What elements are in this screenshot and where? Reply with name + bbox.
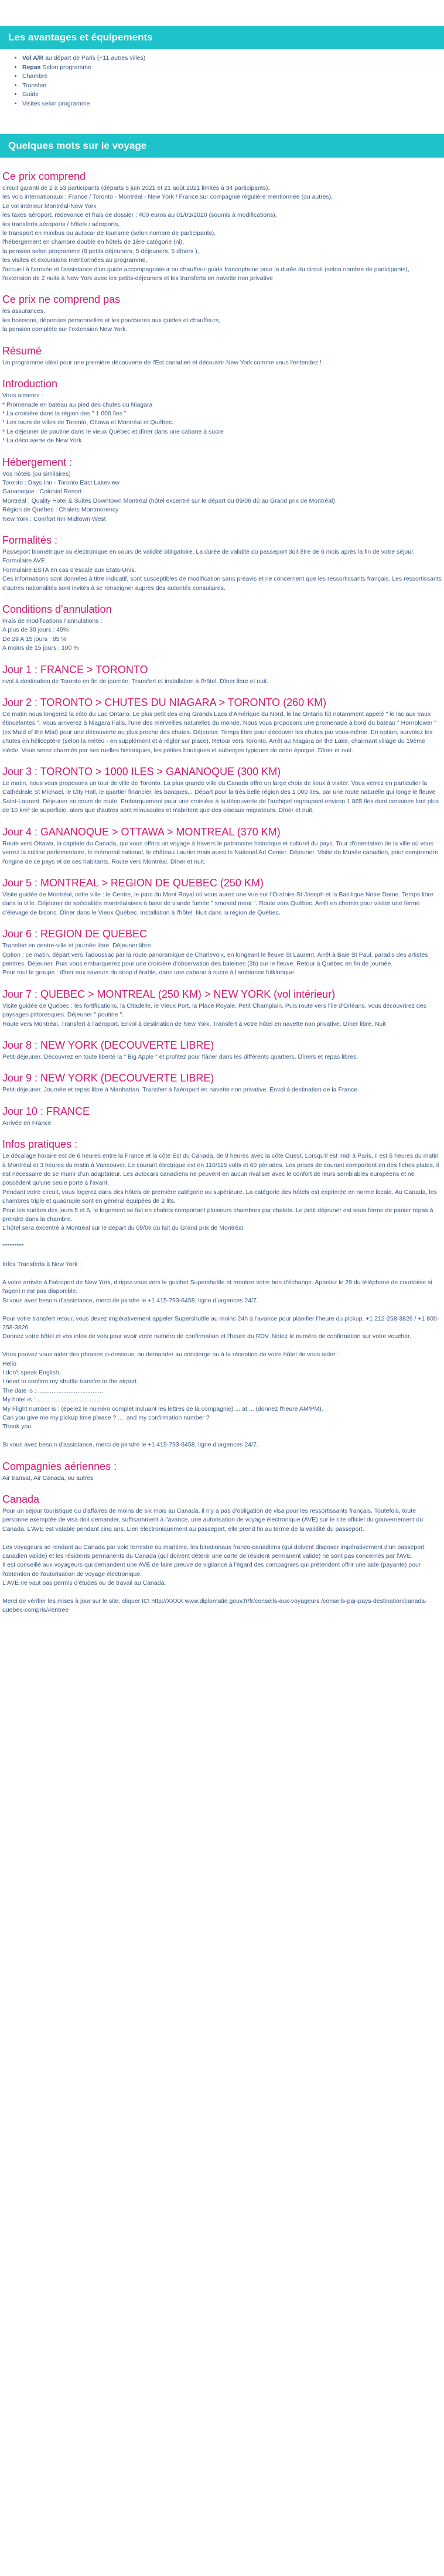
section-title: Hébergement :: [2, 456, 73, 468]
section-line: Can you give me my pickup time please ? .... and my confirmation number ?: [2, 1414, 210, 1421]
section-line: Un programme idéal pour une première découverte de l'Est canadien et découvrir New York comme vous l'entendez !: [2, 359, 322, 366]
section-title: Introduction: [2, 378, 58, 390]
section-line: les visites et excursions mentionnées au programme,: [2, 257, 148, 264]
blank-line: [2, 1432, 442, 1441]
blank-line: [2, 1233, 442, 1242]
section-title: Conditions d'annulation: [2, 603, 112, 615]
advantage-item-text: Visites selon programme: [22, 100, 90, 107]
section-line: Pour votre transfert retour, vous devez impérativement appeler Supershuttle au moins 24h à l'avance pour planifier l'heure du pickup. +1 212-258-3826 / +1 800-258-3826.: [2, 1315, 439, 1331]
section-line: Arrivée en France: [2, 1119, 52, 1127]
section-line: Si vous avez besoin d'assistance, merci de joindre le +1 415-793-6458, ligne d'urgences 24/7.: [2, 1296, 258, 1304]
section-line: Pour tout le groupe : dîner aux saveurs du sirop d'érable, dans une cabane à sucre à l'ambiance folklorique.: [2, 969, 296, 977]
section-line: Hello: [2, 1360, 16, 1367]
blank-line: [2, 1588, 442, 1597]
section-line: les vols internationaux : France / Toronto - Montréal - New York / France sur compagnie régulière mentionnée (ou autres),: [2, 193, 333, 201]
section-line: Merci de vérifier les mises à jour sur le site, cliquer ICI http://XXXX www.diplomatie.gouv.fr/fr/conseils-aux-voyageurs /conseils-par-pays-destination/canada-quebec-compris/#entree: [2, 1598, 427, 1614]
section-line: Le vol intérieur Montréal-New York: [2, 202, 97, 210]
section-body: [2, 391, 442, 445]
section-body: [2, 1053, 442, 1062]
section-title: Compagnies aériennes :: [2, 1460, 117, 1472]
section-body: [2, 890, 442, 917]
section-title: Jour 3 : TORONTO > 1000 ILES > GANANOQUE (300 KM): [2, 766, 281, 778]
section-line: * Les tours de villes de Toronto, Ottawa et Montréal et Québec.: [2, 419, 174, 427]
section-line: Petit-déjeuner. Journée et repas libre à Manhattan. Transfert à l'aéroport en navette non privative. Envol à destination de la France.: [2, 1086, 360, 1094]
section-line: la pension complète sur l'extension New York.: [2, 326, 128, 333]
section-line: l'extension de 2 nuits à New York avec les petits-déjeuners et les transferts en navette non privative: [2, 275, 273, 282]
advantage-item: [22, 100, 442, 109]
section-title: Formalités :: [2, 534, 58, 546]
section-body: [2, 617, 442, 653]
section-line: The date is : ......................................: [2, 1387, 103, 1394]
voyage-sections: [0, 170, 444, 1615]
section-line: Région de Québec : Chalets Montmorency: [2, 506, 119, 514]
advantage-item-text: Selon programme: [40, 63, 91, 71]
section-line: Route vers Montréal. Transfert à l'aéroport. Envol à destination de New York. Transfert à votre hôtel en navette non privative. Dîner libre. Nuit: [2, 1020, 386, 1028]
section-line: circuit garanti de 2 à 53 participants (départs 5 juin 2021 et 21 août 2021 limités à 34 participants),: [2, 185, 270, 192]
section-line: * Promenade en bateau au pied des chutes du Niagara: [2, 401, 153, 408]
section-line: Infos Transferts à New York :: [2, 1261, 81, 1268]
section-line: Montréal : Quality Hotel & Suites Downtown Montréal (hôtel excentré sur le départ du 09/06 dû au Grand prix de Montréal): [2, 497, 335, 504]
section-line: la pension selon programme (8 petits déjeuners, 5 déjeuners, 5 dîners ),: [2, 247, 199, 255]
section-line: Il est conseillé aux voyageurs qui demandent une AVE de faire preuve de vigilance à l'égard des compagnies qui prétendent offrir une aide (payante) pour l'obtention de l'autorisation de voyage électronique.: [2, 1561, 421, 1578]
section-line: I need to confirm my shuttle transfer to the airport.: [2, 1378, 139, 1386]
section-body: [2, 1002, 442, 1029]
section-line: A moins de 15 jours : 100 %: [2, 644, 79, 652]
advantage-item: [22, 63, 442, 73]
blank-line: [2, 1305, 442, 1314]
section-line: Vous aimerez :: [2, 392, 43, 400]
section-body: [2, 359, 442, 367]
section-body: [2, 1152, 442, 1449]
advantages-title: Les avantages et équipements: [0, 26, 444, 49]
section-title: Résumé: [2, 344, 42, 357]
section-title: Jour 6 : REGION DE QUEBEC: [2, 928, 148, 940]
section-body: [2, 710, 442, 755]
section-line: My Flight number is : (épelez le numéro complet incluant les lettres de la compagnie) ... at ... (donnez l'heure AM/PM).: [2, 1405, 323, 1412]
section-title: Jour 7 : QUEBEC > MONTREAL (250 KM) > NEW YORK (vol intérieur): [2, 988, 336, 1000]
section-line: Vos hôtels (ou similaires): [2, 470, 71, 477]
section-line: My hotel is : ......................................: [2, 1396, 102, 1404]
section-line: L'AVE ne vaut pas permis d'études ou de travail au Canada.: [2, 1579, 166, 1587]
section-line: le transport en minibus ou autocar de tourisme (selon nombre de participants),: [2, 230, 216, 237]
section-line: les taxes aéroport, redevance et frais de dossier : 400 euros au 01/03/2020 (soumis à modifications),: [2, 211, 277, 219]
section-title: Ce prix ne comprend pas: [2, 294, 121, 306]
section-line: Donnez votre hôtel et vos infos de vols pour avoir votre numéro de confirmation et l'heure du RDV. Notez le numéro de confirmation sur votre voucher.: [2, 1333, 411, 1340]
section-line: New York : Comfort Inn Midtown West: [2, 515, 106, 523]
section-line: l'hébergement en chambre double en hôtels de 1ère catégorie (nl),: [2, 238, 185, 246]
section-line: Air transat, Air Canada, ou autres: [2, 1474, 94, 1482]
advantage-item: [22, 90, 442, 100]
section-line: Si vous avez besoin d'assistance, merci de joindre le +1 415-793-6458, ligne d'urgences 24/7.: [2, 1441, 258, 1449]
section-line: L'hôtel sera excentré à Montréal sur le départ du 09/06 du fait du Grand prix de Montréal.: [2, 1224, 245, 1232]
section-line: A plus de 30 jours : 45%: [2, 626, 69, 634]
advantage-item-label: Vol A/R: [22, 54, 44, 62]
section-body: [2, 184, 442, 283]
section-line: les transferts aéroports / hôtels / aéroports,: [2, 220, 120, 228]
section-line: les assurances,: [2, 308, 45, 315]
section-line: Les voyageurs se rendant au Canada par voie terrestre ou maritime, les binationaux franco-canadiens (qui doivent disposer impérativement d'un passeport canadien valide) et les résidents permanents du Canada (qui doivent détenir une carte de résident permanent valide) ne sont pas concernés par l'AVE.: [2, 1543, 425, 1560]
section-line: Gananoque : Colonial Resort: [2, 488, 82, 496]
section-body: [2, 840, 442, 866]
advantage-item-text: Transfert: [22, 81, 47, 89]
section-title: Jour 5 : MONTREAL > REGION DE QUEBEC (250 KM): [2, 876, 264, 889]
blank-line: [2, 1251, 442, 1260]
advantage-item-text: Guide: [22, 91, 39, 98]
section-body: [2, 1086, 442, 1094]
section-line: l'accueil à l'arrivée et l'assistance d'un guide accompagnateur ou chauffeur-guide francophone pour la durée du circuit (selon nombre de participants),: [2, 265, 409, 273]
section-line: Pour les sudites des jours 5 et 6, le logement se fait en chalets comportant plusieurs chambres par chalets. Le petit déjeuner est sous forme de panier repas à prendre dans la chambre.: [2, 1206, 433, 1223]
section-title: Jour 9 : NEW YORK (DECOUVERTE LIBRE): [2, 1072, 214, 1084]
advantage-item: [22, 81, 442, 91]
blank-line: [2, 1534, 442, 1543]
section-line: * Le déjeuner de poutine dans le vieux Québec et dîner dans une cabane à sucre: [2, 428, 224, 435]
section-line: Visite guidée de Québec : les fortifications, la Citadelle, le Vieux Port, la Place Royale, Petit Champlain. Puis route vers l'île d'Orléans, vous découvrirez des paysages pittoresques. Déjeuner " poutine ".: [2, 1002, 426, 1019]
section-title: Infos pratiques :: [2, 1138, 78, 1151]
section-line: I don't speak English.: [2, 1369, 61, 1376]
advantages-list: [2, 54, 442, 108]
advantage-item-label: Repas: [22, 63, 41, 71]
advantage-item-text: au départ de Paris (+11 autres villes): [43, 54, 146, 62]
voyage-title: Quelques mots sur le voyage: [0, 134, 444, 158]
section-line: Ce matin nous longerez la côte du Lac Ontario. Le plus petit des cinq Grands Lacs d'Amérique du Nord, le lac Ontario fût notamment appelé " le lac aux eaux étincelantes ". Vous arriverez à Niagara Falls, l'une des merveilles naturelles du monde. Nous vous proposons une promenade à bord du bateau " Hornblower " (ex Maid of the Mist) pour une découverte au plus proche des chutes. Déjeuner. Temps libre pour découvrir les chutes par vous-même. En option, survolez les chutes en hélicoptère (selon la météo - en supplément et à régler sur place). Retour vers Toronto. Arrêt au Niagara on the Lake, charmant village du 19ème siècle. Vous serez charmés par ses ruelles historiques, les petites boutiques et auberges typiques de cette époque. Dîner et nuit.: [2, 711, 437, 754]
advantage-item: [22, 72, 442, 81]
section-body: [2, 1507, 442, 1615]
section-body: [2, 470, 442, 524]
section-body: [2, 307, 442, 334]
section-title: Ce prix comprend: [2, 170, 86, 182]
section-line: Le matin, nous vous proposons un tour de ville de Toronto. La plus grande ville du Canada offre un large choix de lieux à visiter. Vous verrez en particulier la Cathédrale St Michael, le City Hall, le quartier financier, les banques... Départ pour la très belle région des 1 000 Iles, par une route naturelle qui longe le fleuve Saint-Laurent. Déjeuner en cours de route. Embarquement pour une croisière à la découverte de l'archipel regroupant environ 1 865 îles dont certaines font plus de 10 km² de superficie, alors que d'autres sont minuscules et n'abritent que des oiseaux migrateurs. Dîner et nuit.: [2, 780, 439, 814]
section-line: * La croisière dans la région des " 1 000 îles ": [2, 410, 127, 417]
section-line: Option : ce matin, départ vers Tadoussac par la route panoramique de Charlevoix, en longeant le fleuve St Laurent. Arrêt à Baie St Paul, paradis des artistes peintres. Déjeuner. Puis vous embarquerez pour une croisière d'observation des baleines (3h) sur le fleuve. Retour à Québec en fin de journée.: [2, 951, 428, 967]
section-title: Jour 4 : GANANOQUE > OTTAWA > MONTREAL (370 KM): [2, 825, 281, 838]
section-line: Pendant votre circuit, vous logerez dans des hôtels de première catégorie ou supérieure. La catégorie des hôtels est exprimée en norme locale. Au Canada, les chambres triple et quadruple sont en général équipées de 2 lits.: [2, 1188, 437, 1205]
advantage-item: [22, 54, 442, 63]
section-line: Route vers Ottawa, la capitale du Canada, qui vous offrira un voyage à travers le patrimoine historique et culturel du pays. Tour d'orientation de la ville où vous verrez la colline parlementaire, le mémorial national, le château Laurier mais aussi le National Art Center. Déjeuner. Visite du Musée canadien, pour comprendre l'origine de ce pays et de ses habitants. Route vers Montréal. Dîner et nuit.: [2, 840, 438, 865]
section-body: [2, 941, 442, 978]
section-line: nvol à destination de Toronto en fin de journée. Transfert et installation à l'hôtel. Dîner libre et nuit.: [2, 677, 269, 685]
section-line: Vous pouvez vous aider des phrases ci-dessous, ou demander au concierge ou à la réception de votre hôtel de vous aider :: [2, 1351, 339, 1359]
section-line: Ces informations sont données à titre indicatif, sont susceptibles de modification sans préavis et ne concernent que les ressortissants français. Les ressortissants d'autres nationalités sont invités à se renseigner auprès des autorités consulaires.: [2, 575, 442, 592]
blank-line: [2, 1269, 442, 1278]
section-line: Formulaire ESTA en cas d'escale aux Etats-Unis.: [2, 566, 136, 574]
advantage-item-text: Chambre: [22, 73, 48, 80]
section-line: Toronto : Days Inn - Toronto East Lakeview: [2, 479, 119, 486]
section-line: De 29 A 15 jours : 85 %: [2, 635, 67, 643]
section-body: [2, 1474, 442, 1483]
section-title: Canada: [2, 1493, 40, 1505]
section-line: Visite guidée de Montréal, cette ville : le Centre, le parc du Mont Royal où vous aurez une vue sur l'Oratoire St Joseph et la Basilique Notre Dame. Temps libre dans la ville. Déjeuner de spécialités montréalaises à base de viande fumée " smoked meat ". Route vers Québec. Arrêt en chemin pour visiter une ferme d'élevage de bisons. Dîner dans le Vieux Québec. Installation à l'hôtel. Nuit dans la région de Québec.: [2, 890, 433, 916]
blank-line: [2, 1342, 442, 1350]
section-line: Le décalage horaire est de 6 heures entre la France et la côte Est du Canada, de 9 heures avec la côte Ouest. Lorsqu'il est midi à Paris, il est 6 heures du matin à Montréal et 3 heures du matin à Vancouver. Le courant électrique est en 110/115 volts et 60 périodes. Les prises de courant comportent en des fiches plates, il est nécessaire de se munir d'un adaptateur. Les autocars canadiens ne peuvent en aucun rivaliser avec le confort de leurs semblables européens et ne possèdent qu'une seule porte à l'avant.: [2, 1152, 439, 1187]
section-line: Formulaire AVE: [2, 557, 45, 565]
section-title: Jour 8 : NEW YORK (DECOUVERTE LIBRE): [2, 1039, 214, 1051]
section-title: Jour 2 : TORONTO > CHUTES DU NIAGARA > TORONTO (260 KM): [2, 697, 327, 709]
section-title: Jour 1 : FRANCE > TORONTO: [2, 663, 148, 675]
section-line: Petit-déjeuner. Découvrez en toute liberté la " Big Apple " et profitez pour flâner dans les différents quartiers. Dîners et repas libres.: [2, 1053, 358, 1060]
section-body: [2, 779, 442, 816]
section-line: Passeport biométrique ou électronique en cours de validité obligatoire. La durée de validité du passeport doit être de 6 mois après la fin de votre séjour.: [2, 548, 415, 555]
section-line: *********: [2, 1243, 24, 1250]
section-line: Pour un séjour touristique ou d'affaires de moins de six mois au Canada, il n'y a pas d'obligation de visa pour les ressortissants français. Toutefois, toute personne exemptée de visa doit demander, suffisamment à l'avance, une autorisation de voyage électronique (AVE) sur le site officiel du gouvernement du Canada. L'AVE est valable pendant cinq ans. Lien électroniquement au passeport, elle prend fin au terme de la validité du passeport.: [2, 1507, 423, 1533]
section-body: [2, 677, 442, 686]
section-line: A votre arrivée à l'aéroport de New York, dirigez-vous vers le guichet Supershuttle et montrer votre bon d'échange. Appelez le 29 du téléphone de courtoisie si l'agent n'est pas disponible.: [2, 1278, 432, 1295]
section-title: Jour 10 : FRANCE: [2, 1105, 90, 1117]
section-body: [2, 548, 442, 593]
section-line: les boissons, dépenses personnelles et les pourboires aux guides et chauffeurs,: [2, 316, 221, 324]
section-line: Thank you.: [2, 1423, 33, 1431]
section-line: Transfert en centre-ville et journée libre. Déjeuner libre.: [2, 942, 153, 950]
section-body: [2, 1119, 442, 1128]
section-line: * La découverte de New York: [2, 437, 82, 445]
section-line: Frais de modifications / annulations :: [2, 617, 103, 625]
